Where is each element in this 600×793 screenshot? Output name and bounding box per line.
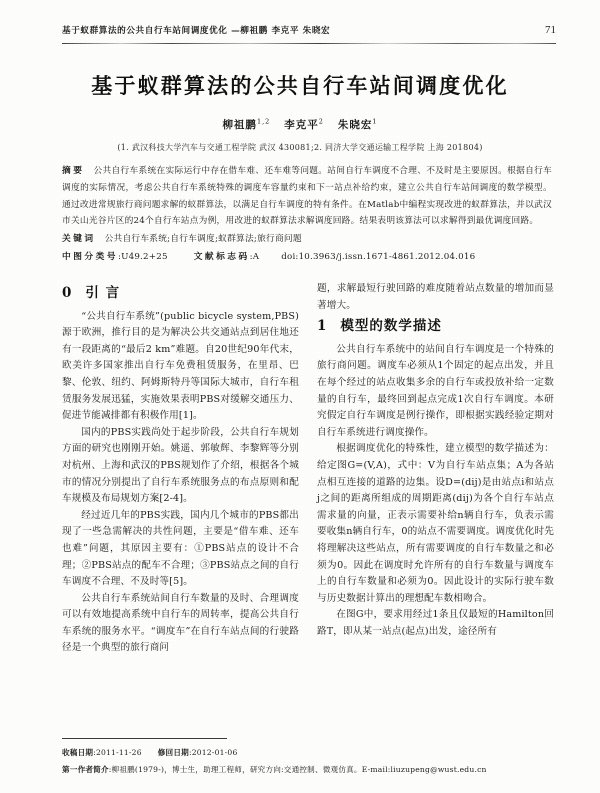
- revised-label: 修回日期: [157, 748, 189, 757]
- doccode-label: 文献标志码: [193, 251, 250, 262]
- paragraph: 公共自行车系统站间自行车数量的及时、合理调度可以有效地提高系统中自行车的周转率，提高公共自行车系统的服务水平。“调度车”在自行车站点间的行驶路径是一个典型的旅行商问: [62, 592, 299, 654]
- keywords-line: [62, 231, 552, 248]
- paragraph-continuation: 题，求解最短行驶回路的难度随着站点数量的增加而显著增大。: [317, 283, 554, 311]
- page-title: 基于蚁群算法的公共自行车站间调度优化: [91, 73, 509, 98]
- section-number-1: 1: [317, 318, 328, 335]
- revised-value: 2012-01-06: [191, 748, 238, 757]
- body-columns: [62, 281, 554, 733]
- doi-value: 10.3963/j.issn.1671-4861.2012.04.016: [298, 251, 476, 262]
- paragraph: 在图G中，要求用经过1条且仅最短的Hamilton回路T，即从某一站点(起点)出发，途径所有: [317, 609, 554, 637]
- author-affil-mark-1: 1,2: [256, 117, 271, 126]
- clc-label: 中图分类号: [62, 251, 118, 262]
- header-rule: [62, 43, 556, 44]
- abstract-text: 公共自行车系统在实际运行中存在借车难、还车难等问题。站间自行车调度不合理、不及时是主要原因。根据自行车调度的实际情况，考虑公共自行车系统特殊的调度车容量约束和下一站点补给约束，建立公共自行车站间调度的数学模型。通过改进常规旅行商问题求解的蚁群算法，以满足自行车调度的特有条件。在Matlab中编程实现改进的蚁群算法，并以武汉市关山光谷片区的24个自行车站点为例，用改进的蚁群算法求解调度回路。结果表明该算法可以求解得到最优调度回路。: [62, 166, 553, 227]
- clc-value: U49.2+25: [121, 251, 168, 262]
- doi-segment: doi:10.3963/j.issn.1671-4861.2012.04.016: [281, 251, 476, 262]
- doccode-value: A: [252, 251, 260, 262]
- author-name-3: 朱晓宏: [337, 119, 373, 131]
- column-left: [62, 281, 299, 733]
- section-number-0: 0: [62, 285, 73, 301]
- running-head: [62, 24, 556, 40]
- page-number: 71: [545, 24, 556, 36]
- classification-line: [62, 249, 552, 266]
- column-right: [317, 281, 554, 733]
- affiliation-line: (1. 武汉科技大学汽车与交通工程学院 武汉 430081;2. 同济大学交通运输工程学院 上海 201804): [117, 143, 483, 152]
- doccode-segment: 文献标志码:A: [193, 251, 260, 262]
- bio-value: 柳祖鹏(1979-)，博士生，助理工程师，研究方向:交通控制、微观仿真。E-mail:liuzupeng@wust.edu.cn: [111, 765, 487, 774]
- author-affil-mark-3: 1: [372, 117, 378, 126]
- paragraph: 根据调度优化的特殊性，建立模型的数学描述为：给定图G=(V,A)，式中：V为自行车站点集；A为各站点相互连接的道路的边集。设D=(dij)是由站点i和站点j之间的距离所组成的周期距离(dij)为各个自行车站点需求量的向量，正表示需要补给n辆自行车，负表示需要收集n辆自行车，0的站点不需要调度。调度优化时先将理解决这些站点，所有需要调度的自行车数量之和必须为0。因此在调度时允许所有的自行车数量与调度车上的自行车数量和必须为0。因此设计的实际行驶车数与历史数据计算出的理想配车数相吻合。: [317, 443, 554, 604]
- paragraph: 公共自行车系统中的站间自行车调度是一个特殊的旅行商问题。调度车必须从1个固定的起点出发，并且在每个经过的站点收集多余的自行车或投放补给一定数量的自行车，最终回到起点完成1次自行车调度。本研究假定自行车调度是例行操作，即根据实践经验定期对自行车系统进行调度操作。: [317, 343, 554, 438]
- abstract-paragraph: [62, 163, 552, 230]
- footnote-rule: [62, 738, 227, 739]
- section-heading-1: [317, 318, 554, 335]
- paragraph: “公共自行车系统”(public bicycle system,PBS)源于欧洲，推行目的是为解决公共交通站点到居住地还有一段距离的“最后2 km”难题。自20世纪90年代末，欧美许多国家推出自行车免费租赁服务，在里昂、巴黎、伦敦、纽约、阿姆斯特丹等国际大城市，自行车租赁服务发展迅猛，实施效果表明PBS对缓解交通压力、促进节能减排都有积极作用[1]。: [62, 310, 299, 422]
- section-title-0: 引 言: [85, 285, 121, 301]
- bio-label: 第一作者简介: [62, 765, 109, 774]
- abstract-label: 摘要: [62, 166, 85, 176]
- section-title-1: 模型的数学描述: [340, 318, 442, 335]
- author-affil-mark-2: 2: [318, 117, 324, 126]
- running-head-title: 基于蚁群算法的公共自行车站间调度优化 —柳祖鹏 李克平 朱晓宏: [62, 26, 331, 36]
- keywords-label: 关键词: [62, 234, 96, 245]
- footnote-block: [62, 745, 556, 777]
- author-line: [0, 117, 600, 132]
- footnote-bio: 第一作者简介:柳祖鹏(1979-)，博士生，助理工程师，研究方向:交通控制、微观仿真。E-mail:liuzupeng@wust.edu.cn: [62, 765, 487, 774]
- section-heading-0: [62, 285, 299, 302]
- received-label: 收稿日期: [62, 748, 94, 757]
- keywords-text: 公共自行车系统;自行车调度;蚁群算法;旅行商问题: [104, 234, 302, 245]
- received-value: 2011-11-26: [95, 748, 142, 757]
- author-name-2: 李克平: [284, 119, 319, 131]
- clc-segment: 中图分类号:U49.2+25: [62, 251, 168, 262]
- paragraph: 国内的PBS实践尚处于起步阶段，公共自行车规划方面的研究也刚刚开始。姚遥、郭敏辉、李黎辉等分别对杭州、上海和武汉的PBS规划作了介绍，根据各个城市的情况分别提出了自行车系统服务点的布点原则和配车规模及布局规划方案[2-4]。: [62, 426, 299, 505]
- paragraph: 经过近几年的PBS实践，国内几个城市的PBS都出现了一些急需解决的共性问题，主要是“借车难、还车也难”问题，其原因主要有：①PBS站点的设计不合理；②PBS站点的配车不合理；③PBS站点之间的自行车调度不合理、不及时等[5]。: [62, 509, 299, 588]
- doi-label: doi: [281, 251, 296, 262]
- author-name-1: 柳祖鹏: [222, 119, 257, 131]
- footnote-dates: 收稿日期:2011-11-26 修回日期:2012-01-06: [62, 748, 238, 757]
- abstract-block: [62, 163, 552, 266]
